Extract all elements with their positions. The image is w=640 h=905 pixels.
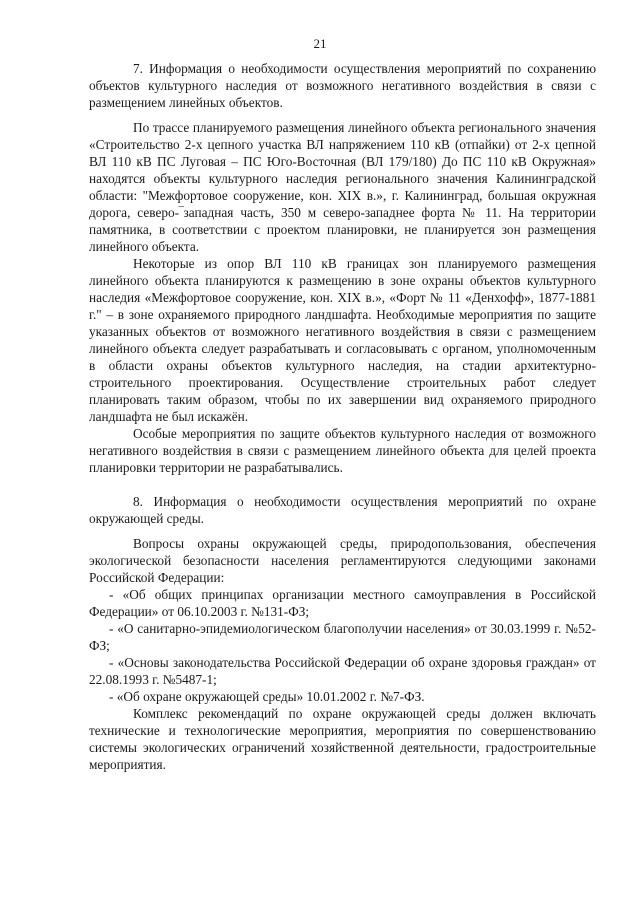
law-list-item: - «О санитарно-эпидемиологическом благополучии населения» от 30.03.1999 г. №52-ФЗ; — [89, 621, 596, 653]
section-8-intro: Вопросы охраны окружающей среды, природопользования, обеспечения экологической безопасности населения регламентируются следующими законами Российской Федерации: — [89, 536, 596, 585]
section-8-closing: Комплекс рекомендаций по охране окружающей среды должен включать технические и технологические мероприятия, мероприятия по совершенствованию системы экологических ограничений хозяйственной деятельности, градостроительные мероприятия. — [89, 706, 596, 772]
page-number: 21 — [313, 36, 327, 51]
section-7-heading: 7. Информация о необходимости осуществления мероприятий по сохранению объектов культурного наследия от возможного негативного воздействия в связи с размещением линейных объектов. — [89, 61, 596, 110]
law-list-item: - «Об охране окружающей среды» 10.01.2002 г. №7-ФЗ. — [109, 689, 425, 704]
section-8-heading: 8. Информация о необходимости осуществления мероприятий по охране окружающей среды. — [89, 494, 596, 526]
law-list-item: - «Основы законодательства Российской Федерации об охране здоровья граждан» от 22.08.1993 г. №5487-1; — [89, 655, 596, 687]
section-7-paragraph-1: По трассе планируемого размещения линейного объекта регионального значения «Строительство 2-х цепного участка ВЛ напряжением 110 кВ (отпайки) от 2-х цепной ВЛ 110 кВ ПС Луговая – ПС Юго-Восточная (ВЛ 179/180) До ПС 110 кВ Окружная» находятся объекты культурного наследия регионального значения Калининградской области: "Межфортовое сооружение, кон. XIX в.», г. Калининград, большая окружная дорога, северо-‾западная часть, 350 м северо-западнее форта № 11. На территории памятника, в соответствии с проектом планировки, не планируется зон размещения линейного объекта. — [89, 120, 596, 254]
law-list-item: - «Об общих принципах организации местного самоуправления в Российской Федерации» от 06.10.2003 г. №131-ФЗ; — [89, 587, 596, 619]
section-7-paragraph-3: Особые мероприятия по защите объектов культурного наследия от возможного негативного воздействия в связи с размещением линейного объекта для целей проекта планировки территории не разрабатывались. — [89, 426, 596, 475]
section-7-paragraph-2: Некоторые из опор ВЛ 110 кВ границах зон планируемого размещения линейного объекта планируются к размещению в зоне охраны объектов культурного наследия «Межфортовое сооружение, кон. XIX в.», «Форт № 11 «Денхофф», 1877-1881 г." – в зоне охраняемого природного ландшафта. Необходимые мероприятия по защите указанных объектов от возможного негативного воздействия в связи с размещением линейного объекта следует разрабатывать и согласовывать с органом, уполномоченным в области охраны объектов культурного наследия, на стадии архитектурно-строительного проектирования. Осуществление строительных работ следует планировать таким образом, чтобы по их завершении вид охраняемого природного ландшафта не был искажён. — [89, 256, 596, 424]
document-body — [89, 60, 596, 773]
